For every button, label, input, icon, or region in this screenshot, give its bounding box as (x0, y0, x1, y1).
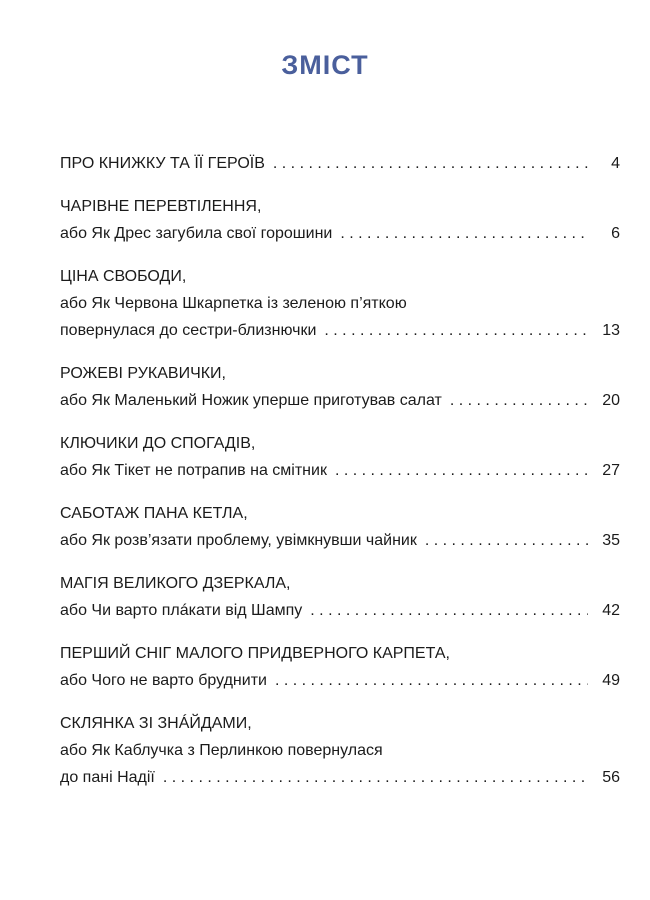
toc-entry-title: МАГІЯ ВЕЛИКОГО ДЗЕРКАЛА, (60, 575, 291, 592)
toc-entry-subtitle-line: або Як Маленький Ножик уперше приготував салат (60, 392, 442, 409)
toc-entry-subtitle-line: або Чи варто плáкати від Шампу (60, 602, 303, 619)
toc-entry-title: ЦІНА СВОБОДИ, (60, 268, 187, 285)
toc-entry-row (60, 317, 620, 344)
page-number: 27 (602, 462, 620, 479)
toc-entry-title: ПРО КНИЖКУ ТА ЇЇ ГЕРОЇВ (60, 155, 265, 172)
toc-entry-row (60, 764, 620, 791)
toc-entry-subtitle-line: або Як Червона Шкарпетка із зеленою п’яткою (60, 295, 407, 312)
dot-leader (442, 387, 588, 414)
dot-leader (265, 150, 588, 177)
page-number: 20 (602, 392, 620, 409)
page-number: 42 (602, 602, 620, 619)
toc-entry-subtitle-line: або Як розв’язати проблему, увімкнувши чайник (60, 532, 417, 549)
page-number: 6 (611, 225, 620, 242)
toc-entry-subtitle-line: повернулася до сестри-близнючки (60, 322, 317, 339)
toc-entry-subtitle-line: або Чого не варто бруднити (60, 672, 267, 689)
toc-entry-subtitle-line: до пані Надії (60, 769, 155, 786)
page-number: 35 (602, 532, 620, 549)
toc-entry-subtitle-line: або Як Дрес загубила свої горошини (60, 225, 333, 242)
toc-entry-title: ПЕРШИЙ СНІГ МАЛОГО ПРИДВЕРНОГО КАРПЕТА, (60, 645, 450, 662)
toc-entry-row (60, 150, 620, 177)
toc-entry-row (60, 527, 620, 554)
page-number: 4 (611, 155, 620, 172)
dot-leader (316, 317, 588, 344)
toc-entry (60, 640, 620, 694)
page-number: 56 (602, 769, 620, 786)
toc-entry (60, 263, 620, 344)
dot-leader (155, 764, 588, 791)
toc-entry-title: РОЖЕВІ РУКАВИЧКИ, (60, 365, 226, 382)
toc-entry-row (60, 220, 620, 247)
toc-entry (60, 193, 620, 247)
toc-entry-title: САБОТАЖ ПАНА КЕТЛА, (60, 505, 248, 522)
toc-entry-row (60, 667, 620, 694)
toc-entry (60, 360, 620, 414)
table-of-contents (60, 150, 620, 807)
toc-entry (60, 500, 620, 554)
toc-entry-title: СКЛЯНКА ЗІ ЗНÁЙДАМИ, (60, 715, 252, 732)
dot-leader (327, 457, 588, 484)
toc-entry (60, 430, 620, 484)
toc-entry (60, 710, 620, 791)
toc-entry-subtitle-line: або Як Каблучка з Перлинкою повернулася (60, 742, 383, 759)
toc-entry-subtitle-line: або Як Тікет не потрапив на смітник (60, 462, 327, 479)
toc-entry-title: ЧАРІВНЕ ПЕРЕВТІЛЕННЯ, (60, 198, 262, 215)
toc-entry-row (60, 597, 620, 624)
toc-entry-row (60, 387, 620, 414)
page-number: 13 (602, 322, 620, 339)
toc-entry-row (60, 457, 620, 484)
toc-entry (60, 150, 620, 177)
page-title: ЗМІСТ (281, 50, 369, 80)
toc-entry-title: КЛЮЧИКИ ДО СПОГАДІВ, (60, 435, 256, 452)
toc-entry (60, 570, 620, 624)
dot-leader (332, 220, 588, 247)
page-number: 49 (602, 672, 620, 689)
dot-leader (417, 527, 588, 554)
dot-leader (302, 597, 588, 624)
dot-leader (267, 667, 588, 694)
